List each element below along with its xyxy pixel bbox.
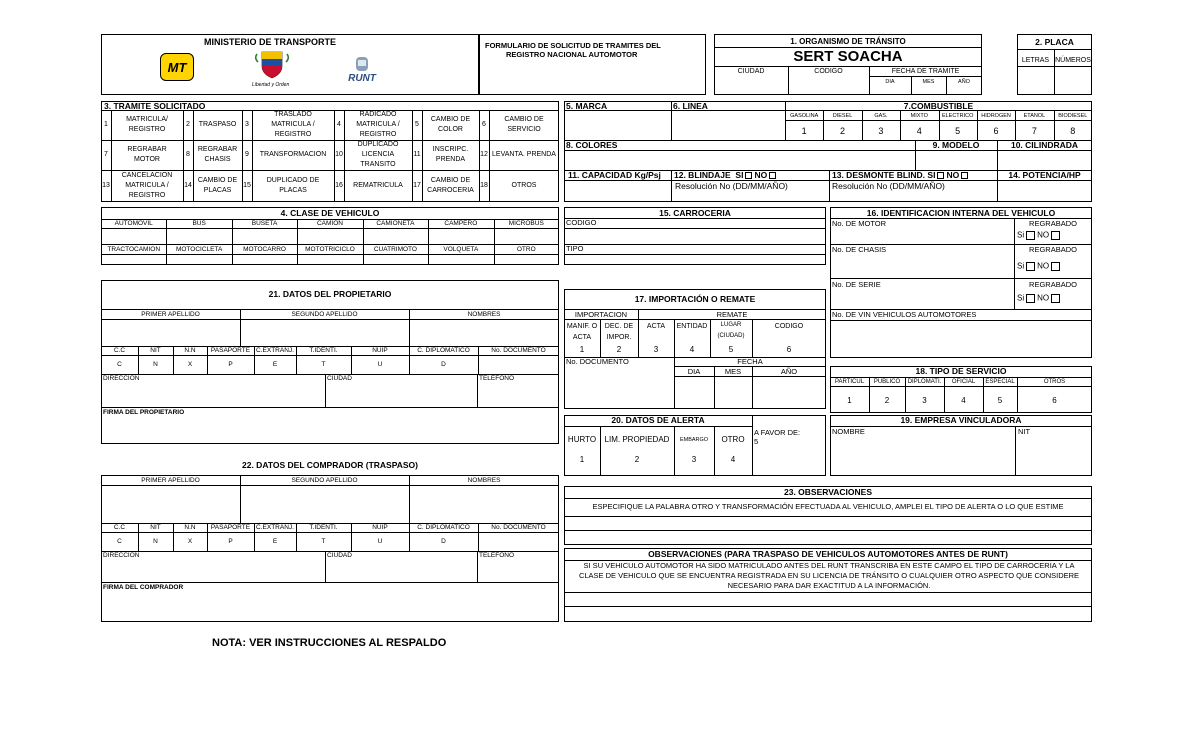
organismo-title: 1. ORGANISMO DE TRÁNSITO	[790, 37, 906, 46]
propietario-doc-type: C.C	[113, 347, 126, 354]
comprador-doc-option[interactable]: T	[321, 538, 326, 545]
comprador-doc-option[interactable]: X	[187, 538, 193, 545]
comprador-telefono-label: TELEFONO	[479, 552, 515, 559]
comprador-name-label: SEGUNDO APELLIDO	[291, 476, 358, 484]
clase-option[interactable]: BUS	[192, 219, 206, 227]
alerta-type: LIM. PROPIEDAD	[604, 435, 670, 444]
propietario-ciudad-label: CIUDAD	[327, 375, 352, 382]
tramite-option[interactable]: TRASPASO	[198, 121, 237, 128]
combustible-type: GAS.	[874, 112, 888, 119]
linea-label: 6. LINEA	[673, 101, 708, 111]
comprador-doc-option[interactable]: N	[153, 538, 158, 545]
runt-logo: RUNT	[340, 56, 384, 90]
combustible-type: ETANOL	[1023, 112, 1046, 119]
combustible-option[interactable]: 7	[1031, 125, 1037, 136]
tramite-option[interactable]: CAMBIO DE CARROCERIA	[427, 177, 474, 194]
carroceria-codigo-label: CODIGO	[566, 218, 597, 227]
servicio-type: DIPLOMATI.	[907, 379, 942, 385]
modelo-label: 9. MODELO	[932, 140, 980, 150]
tramite-number: 12	[480, 151, 488, 158]
clase-option[interactable]: VOLQUETA	[443, 245, 479, 253]
clase-option[interactable]: MOTOCARRO	[243, 245, 286, 253]
comprador-ciudad-label: CIUDAD	[327, 552, 352, 559]
dec-impor-label: DEC. DE IMPOR.	[604, 323, 634, 341]
propietario-name-label: NOMBRES	[467, 310, 501, 318]
alerta-option[interactable]: 2	[634, 455, 640, 464]
desmonte-resolucion: Resolución No (DD/MM/AÑO)	[832, 181, 945, 191]
carroceria-title: 15. CARROCERIA	[659, 208, 731, 218]
propietario-name-label: SEGUNDO APELLIDO	[291, 310, 358, 318]
tramite-number: 17	[413, 182, 421, 189]
comprador-doc-type: C. DIPLOMATICO	[417, 524, 470, 531]
tramite-number: 11	[413, 151, 421, 158]
combustible-type: MIXTO	[910, 112, 928, 119]
desmonte-si-checkbox[interactable]	[937, 172, 944, 179]
clase-title: 4. CLASE DE VEHICULO	[280, 208, 380, 218]
combustible-type: HIDROGEN	[981, 112, 1011, 119]
no-chasis-label: No. DE CHASIS	[832, 245, 887, 254]
propietario-doc-type: T.IDENTI.	[309, 347, 338, 354]
importacion-label: IMPORTACION	[574, 310, 628, 319]
org-ano-label: AÑO	[958, 79, 970, 85]
propietario-doc-option[interactable]: N	[153, 361, 158, 368]
organismo-name[interactable]: SERT SOACHA	[793, 48, 903, 65]
comprador-doc-option[interactable]: D	[441, 538, 446, 545]
comprador-name-label: NOMBRES	[467, 476, 501, 484]
serie-regrabado-row: Si NO	[1017, 294, 1062, 303]
tramite-number: 13	[102, 182, 110, 189]
tramite-number: 8	[186, 151, 190, 158]
tramite-number: 9	[245, 151, 249, 158]
no-serie-label: No. DE SERIE	[832, 280, 881, 289]
servicio-type: OFICIAL	[951, 379, 976, 385]
no-motor-label: No. DE MOTOR	[832, 219, 887, 228]
servicio-type: PARTICUL	[834, 379, 865, 385]
combustible-option[interactable]: 4	[916, 125, 922, 136]
org-dia-label: DIA	[885, 79, 895, 85]
comprador-doc-option[interactable]: C	[117, 538, 122, 545]
marca-label: 5. MARCA	[566, 101, 608, 111]
combustible-option[interactable]: 3	[878, 125, 884, 136]
propietario-doc-type: NIT	[150, 347, 161, 354]
tramite-option[interactable]: RADICADO MATRICULA / REGISTRO	[356, 111, 400, 138]
vinculadora-title: 19. EMPRESA VINCULADORA	[900, 415, 1022, 425]
importacion-title: 17. IMPORTACIÓN O REMATE	[634, 294, 756, 304]
manif-acta-label: MANIF. O ACTA	[566, 323, 598, 341]
comprador-doc-type: N.N	[184, 524, 196, 531]
clase-option[interactable]: OTRO	[516, 245, 536, 253]
propietario-doc-option[interactable]: E	[272, 361, 278, 368]
tramite-option[interactable]: REGRABAR MOTOR	[127, 146, 167, 163]
clase-option[interactable]: CUATRIMOTO	[373, 245, 417, 253]
placa-numeros-label: NÚMEROS	[1055, 57, 1091, 64]
import-no-documento-label: No. DOCUMENTO	[566, 357, 629, 366]
vinculadora-nit-label: NIT	[1018, 427, 1031, 436]
org-codigo-label: CODIGO	[814, 68, 843, 75]
comprador-doc-type: PASAPORTE	[210, 524, 251, 531]
alerta-option[interactable]: 3	[691, 455, 697, 464]
tramite-number: 7	[104, 151, 108, 158]
combustible-type: GASOLINA	[790, 112, 819, 119]
tramite-number: 4	[337, 121, 341, 128]
propietario-doc-type: PASAPORTE	[210, 347, 251, 354]
servicio-type: PUBLICO	[873, 379, 901, 385]
clase-option[interactable]: MICROBUS	[508, 219, 544, 227]
serie-regrabado-label: REGRABADO	[1029, 280, 1077, 289]
tramite-number: 16	[335, 182, 343, 189]
tramite-number: 5	[415, 121, 419, 128]
tramite-option[interactable]: INSCRIPC. PRENDA	[432, 146, 469, 163]
servicio-option[interactable]: 5	[997, 396, 1003, 405]
comprador-doc-type: NUIP	[372, 524, 388, 531]
propietario-doc-type: NUIP	[372, 347, 388, 354]
colores-label: 8. COLORES	[566, 140, 618, 150]
lugar-ciudad-label: LUGAR (CIUDAD)	[717, 322, 745, 339]
clase-option[interactable]: CAMIONETA	[376, 219, 415, 227]
acta-label: ACTA	[646, 323, 666, 330]
combustible-type: BIODIESEL	[1058, 112, 1088, 119]
tramite-option[interactable]: TRANSFORMACION	[259, 151, 327, 158]
tramite-number: 14	[184, 182, 192, 189]
propietario-doc-option[interactable]: T	[321, 361, 326, 368]
comprador-doc-type: C.EXTRANJ.	[256, 524, 294, 531]
combustible-title: 7.COMBUSTIBLE	[903, 101, 974, 111]
combustible-option[interactable]: 5	[955, 125, 961, 136]
importacion-option[interactable]: 6	[786, 344, 792, 354]
obs-traspaso-text: SI SU VEHICULO AUTOMOTOR HA SIDO MATRICULADO ANTES DEL RUNT TRANSCRIBA EN ESTE CAMPO EL TIPO DE CARROCERIA Y LA CLASE DE VEHICULO QUE SE ENCUENTRA REGISTRADA EN SU LICENCIA DE TRÁNSITO O CUALQUIER OTRO ASPECTO QUE CONSIDERE NECESARIO PARA DAR EXACTITUD A LA INFORMACIÓN.	[578, 561, 1080, 590]
fecha-label: FECHA	[737, 357, 763, 366]
clase-option[interactable]: AUTOMOVIL	[114, 219, 153, 227]
tramite-option[interactable]: CANCELACION MATRICULA / REGISTRO	[121, 172, 173, 199]
tramite-number: 10	[335, 151, 343, 158]
comprador-direccion-label: DIRECCION	[103, 552, 140, 559]
form-title-line-2: REGISTRO NACIONAL AUTOMOTOR	[506, 50, 638, 59]
alerta-type: OTRO	[721, 435, 745, 444]
org-ciudad-label: CIUDAD	[737, 68, 765, 75]
blindaje-resolucion: Resolución No (DD/MM/AÑO)	[675, 181, 788, 191]
propietario-doc-type: No. DOCUMENTO	[491, 347, 546, 354]
comprador-name-label: PRIMER APELLIDO	[141, 476, 200, 484]
combustible-option[interactable]: 2	[840, 125, 846, 136]
servicio-option[interactable]: 3	[922, 396, 927, 405]
tramite-option[interactable]: LEVANTA. PRENDA	[492, 151, 556, 158]
propietario-doc-type: C. DIPLOMATICO	[417, 347, 470, 354]
tramite-option[interactable]: OTROS	[511, 182, 537, 189]
comprador-doc-type: No. DOCUMENTO	[491, 524, 546, 531]
propietario-doc-option[interactable]	[478, 356, 559, 374]
comprador-doc-option[interactable]: P	[228, 538, 233, 545]
comprador-doc-option[interactable]: E	[272, 538, 278, 545]
tramite-title: 3. TRAMITE SOLICITADO	[104, 101, 206, 111]
comprador-doc-type: NIT	[150, 524, 161, 531]
serie-si-checkbox[interactable]	[1026, 294, 1035, 303]
org-mes-label: MES	[922, 79, 935, 85]
propietario-doc-option[interactable]: U	[377, 361, 383, 368]
fecha-mes-label: MES	[724, 367, 742, 376]
propietario-doc-option[interactable]: X	[187, 361, 193, 368]
importacion-option[interactable]: 2	[616, 344, 622, 354]
servicio-type: ESPECIAL	[985, 379, 1015, 385]
tramite-option[interactable]: CAMBIO DE SERVICIO	[504, 116, 544, 133]
cilindrada-label: 10. CILINDRADA	[1010, 140, 1079, 150]
motor-regrabado-row: Si NO	[1017, 231, 1062, 240]
tramite-option[interactable]: CAMBIO DE COLOR	[430, 116, 471, 133]
entidad-label: ENTIDAD	[676, 323, 708, 330]
tramite-number: 15	[243, 182, 251, 189]
tramite-option[interactable]: CAMBIO DE PLACAS	[197, 177, 238, 194]
clase-option[interactable]: BUSETA	[251, 219, 278, 227]
servicio-option[interactable]: 2	[884, 396, 890, 405]
placa-title: 2. PLACA	[1035, 37, 1074, 47]
potencia-label: 14. POTENCIA/HP	[1008, 170, 1081, 180]
fecha-dia-label: DIA	[687, 367, 701, 376]
tramite-option[interactable]: DUPLICADO DE PLACAS	[266, 177, 320, 194]
desmonte-no-checkbox[interactable]	[961, 172, 968, 179]
tramite-option[interactable]: MATRICULA/ REGISTRO	[126, 116, 168, 133]
alerta-option[interactable]: 1	[579, 455, 585, 464]
mt-logo: MT	[160, 53, 194, 81]
firma-propietario-label: FIRMA DEL PROPIETARIO	[103, 409, 185, 416]
importacion-option[interactable]: 3	[653, 344, 659, 354]
obs-traspaso-title: OBSERVACIONES (PARA TRASPASO DE VEHICULOS AUTOMOTORES ANTES DE RUNT)	[648, 549, 1008, 559]
servicio-option[interactable]: 6	[1052, 396, 1057, 405]
firma-comprador-label: FIRMA DEL COMPRADOR	[103, 584, 184, 591]
coat-of-arms-logo	[254, 48, 290, 82]
clase-option[interactable]: TRACTOCAMION	[107, 245, 161, 253]
desmonte-row: 13. DESMONTE BLIND. SI NO	[832, 171, 970, 180]
motor-no-checkbox[interactable]	[1051, 231, 1060, 240]
observaciones-text: ESPECIFIQUE LA PALABRA OTRO Y TRANSFORMACIÓN EFECTUADA AL VEHICULO, AMPLEI EL TIPO DE ALERTA O LO QUE ESTIME	[592, 502, 1064, 511]
observaciones-title: 23. OBSERVACIONES	[783, 487, 873, 497]
comprador-doc-type: T.IDENTI.	[309, 524, 338, 531]
propietario-direccion-label: DIRECCION	[103, 375, 140, 382]
tramite-number: 1	[104, 121, 108, 128]
alerta-option[interactable]: 4	[730, 455, 736, 464]
servicio-option[interactable]: 4	[961, 396, 966, 405]
blindaje-row: 12. BLINDAJE SI NO	[674, 171, 778, 180]
alerta-title: 20. DATOS DE ALERTA	[611, 415, 705, 425]
combustible-option[interactable]: 8	[1070, 125, 1076, 136]
placa-letras-label: LETRAS	[1021, 57, 1050, 64]
combustible-option[interactable]: 6	[993, 125, 999, 136]
propietario-doc-type: C.EXTRANJ.	[256, 347, 294, 354]
comprador-doc-type: C.C	[113, 524, 126, 531]
propietario-doc-option[interactable]: P	[228, 361, 233, 368]
clase-option[interactable]: MOTOCICLETA	[175, 245, 223, 253]
clase-option[interactable]: MOTOTRICICLO	[305, 245, 355, 253]
a-favor-de-label: A FAVOR DE: 5	[754, 428, 801, 446]
clase-option[interactable]: CAMION	[316, 219, 343, 227]
motor-si-checkbox[interactable]	[1026, 231, 1035, 240]
alerta-type: HURTO	[567, 435, 597, 444]
importacion-option[interactable]: 1	[579, 344, 585, 354]
nota: NOTA: VER INSTRUCCIONES AL RESPALDO	[212, 637, 447, 649]
importacion-option[interactable]: 5	[728, 344, 734, 354]
chasis-no-checkbox[interactable]	[1051, 262, 1060, 271]
combustible-type: DIESEL	[832, 112, 853, 119]
propietario-doc-option[interactable]: C	[117, 361, 122, 368]
propietario-telefono-label: TELEFONO	[479, 375, 515, 382]
combustible-option[interactable]: 1	[801, 125, 807, 136]
clase-option[interactable]: CAMPERO	[444, 219, 478, 227]
comprador-doc-option[interactable]: U	[377, 538, 383, 545]
tramite-option[interactable]: TRASLADO MATRICULA / REGISTRO	[271, 111, 315, 138]
tramite-number: 2	[186, 121, 190, 128]
propietario-doc-type: N.N	[184, 347, 196, 354]
chasis-regrabado-row: Si NO	[1017, 262, 1062, 271]
servicio-type: OTROS	[1043, 379, 1066, 385]
chasis-regrabado-label: REGRABADO	[1029, 245, 1077, 254]
remate-codigo-label: CODIGO	[774, 323, 804, 330]
tramite-option[interactable]: REMATRICULA	[353, 182, 403, 189]
servicio-option[interactable]: 1	[847, 396, 852, 405]
comprador-title: 22. DATOS DEL COMPRADOR (TRASPASO)	[242, 460, 418, 470]
blindaje-si-checkbox[interactable]	[745, 172, 752, 179]
capacidad-label: 11. CAPACIDAD Kg/Psj	[568, 170, 661, 180]
ministry-title: MINISTERIO DE TRANSPORTE	[204, 37, 337, 47]
comprador-doc-option[interactable]	[478, 533, 559, 551]
remate-label: REMATE	[716, 310, 748, 319]
tramite-option[interactable]: DUPLICADO LICENCIA TRANSITO	[357, 141, 399, 168]
identificacion-title: 16. IDENTIFICACION INTERNA DEL VEHICULO	[866, 208, 1056, 218]
propietario-title: 21. DATOS DEL PROPIETARIO	[268, 289, 392, 299]
vinculadora-nombre-label: NOMBRE	[832, 427, 865, 436]
servicio-title: 18. TIPO DE SERVICIO	[915, 366, 1007, 376]
importacion-option[interactable]: 4	[689, 344, 695, 354]
alerta-type: EMBARGO	[679, 437, 709, 443]
tramite-number: 3	[245, 121, 249, 128]
motor-regrabado-label: REGRABADO	[1029, 219, 1077, 228]
blindaje-no-checkbox[interactable]	[769, 172, 776, 179]
fecha-ano-label: AÑO	[780, 367, 798, 376]
carroceria-tipo-label: TIPO	[566, 244, 584, 253]
tramite-number: 18	[480, 182, 488, 189]
tramite-number: 6	[482, 121, 486, 128]
no-vin-label: No. DE VIN VEHICULOS AUTOMOTORES	[832, 310, 977, 319]
org-fecha-label: FECHA DE TRAMITE	[891, 68, 960, 75]
propietario-doc-option[interactable]: D	[441, 361, 446, 368]
serie-no-checkbox[interactable]	[1051, 294, 1060, 303]
propietario-name-label: PRIMER APELLIDO	[141, 310, 200, 318]
combustible-type: ELECTRICO	[941, 112, 974, 119]
coat-motto: Libertad y Orden	[252, 82, 290, 88]
form-title-line-1: FORMULARIO DE SOLICITUD DE TRAMITES DEL	[485, 41, 661, 50]
chasis-si-checkbox[interactable]	[1026, 262, 1035, 271]
tramite-option[interactable]: REGRABAR CHASIS	[197, 146, 238, 163]
